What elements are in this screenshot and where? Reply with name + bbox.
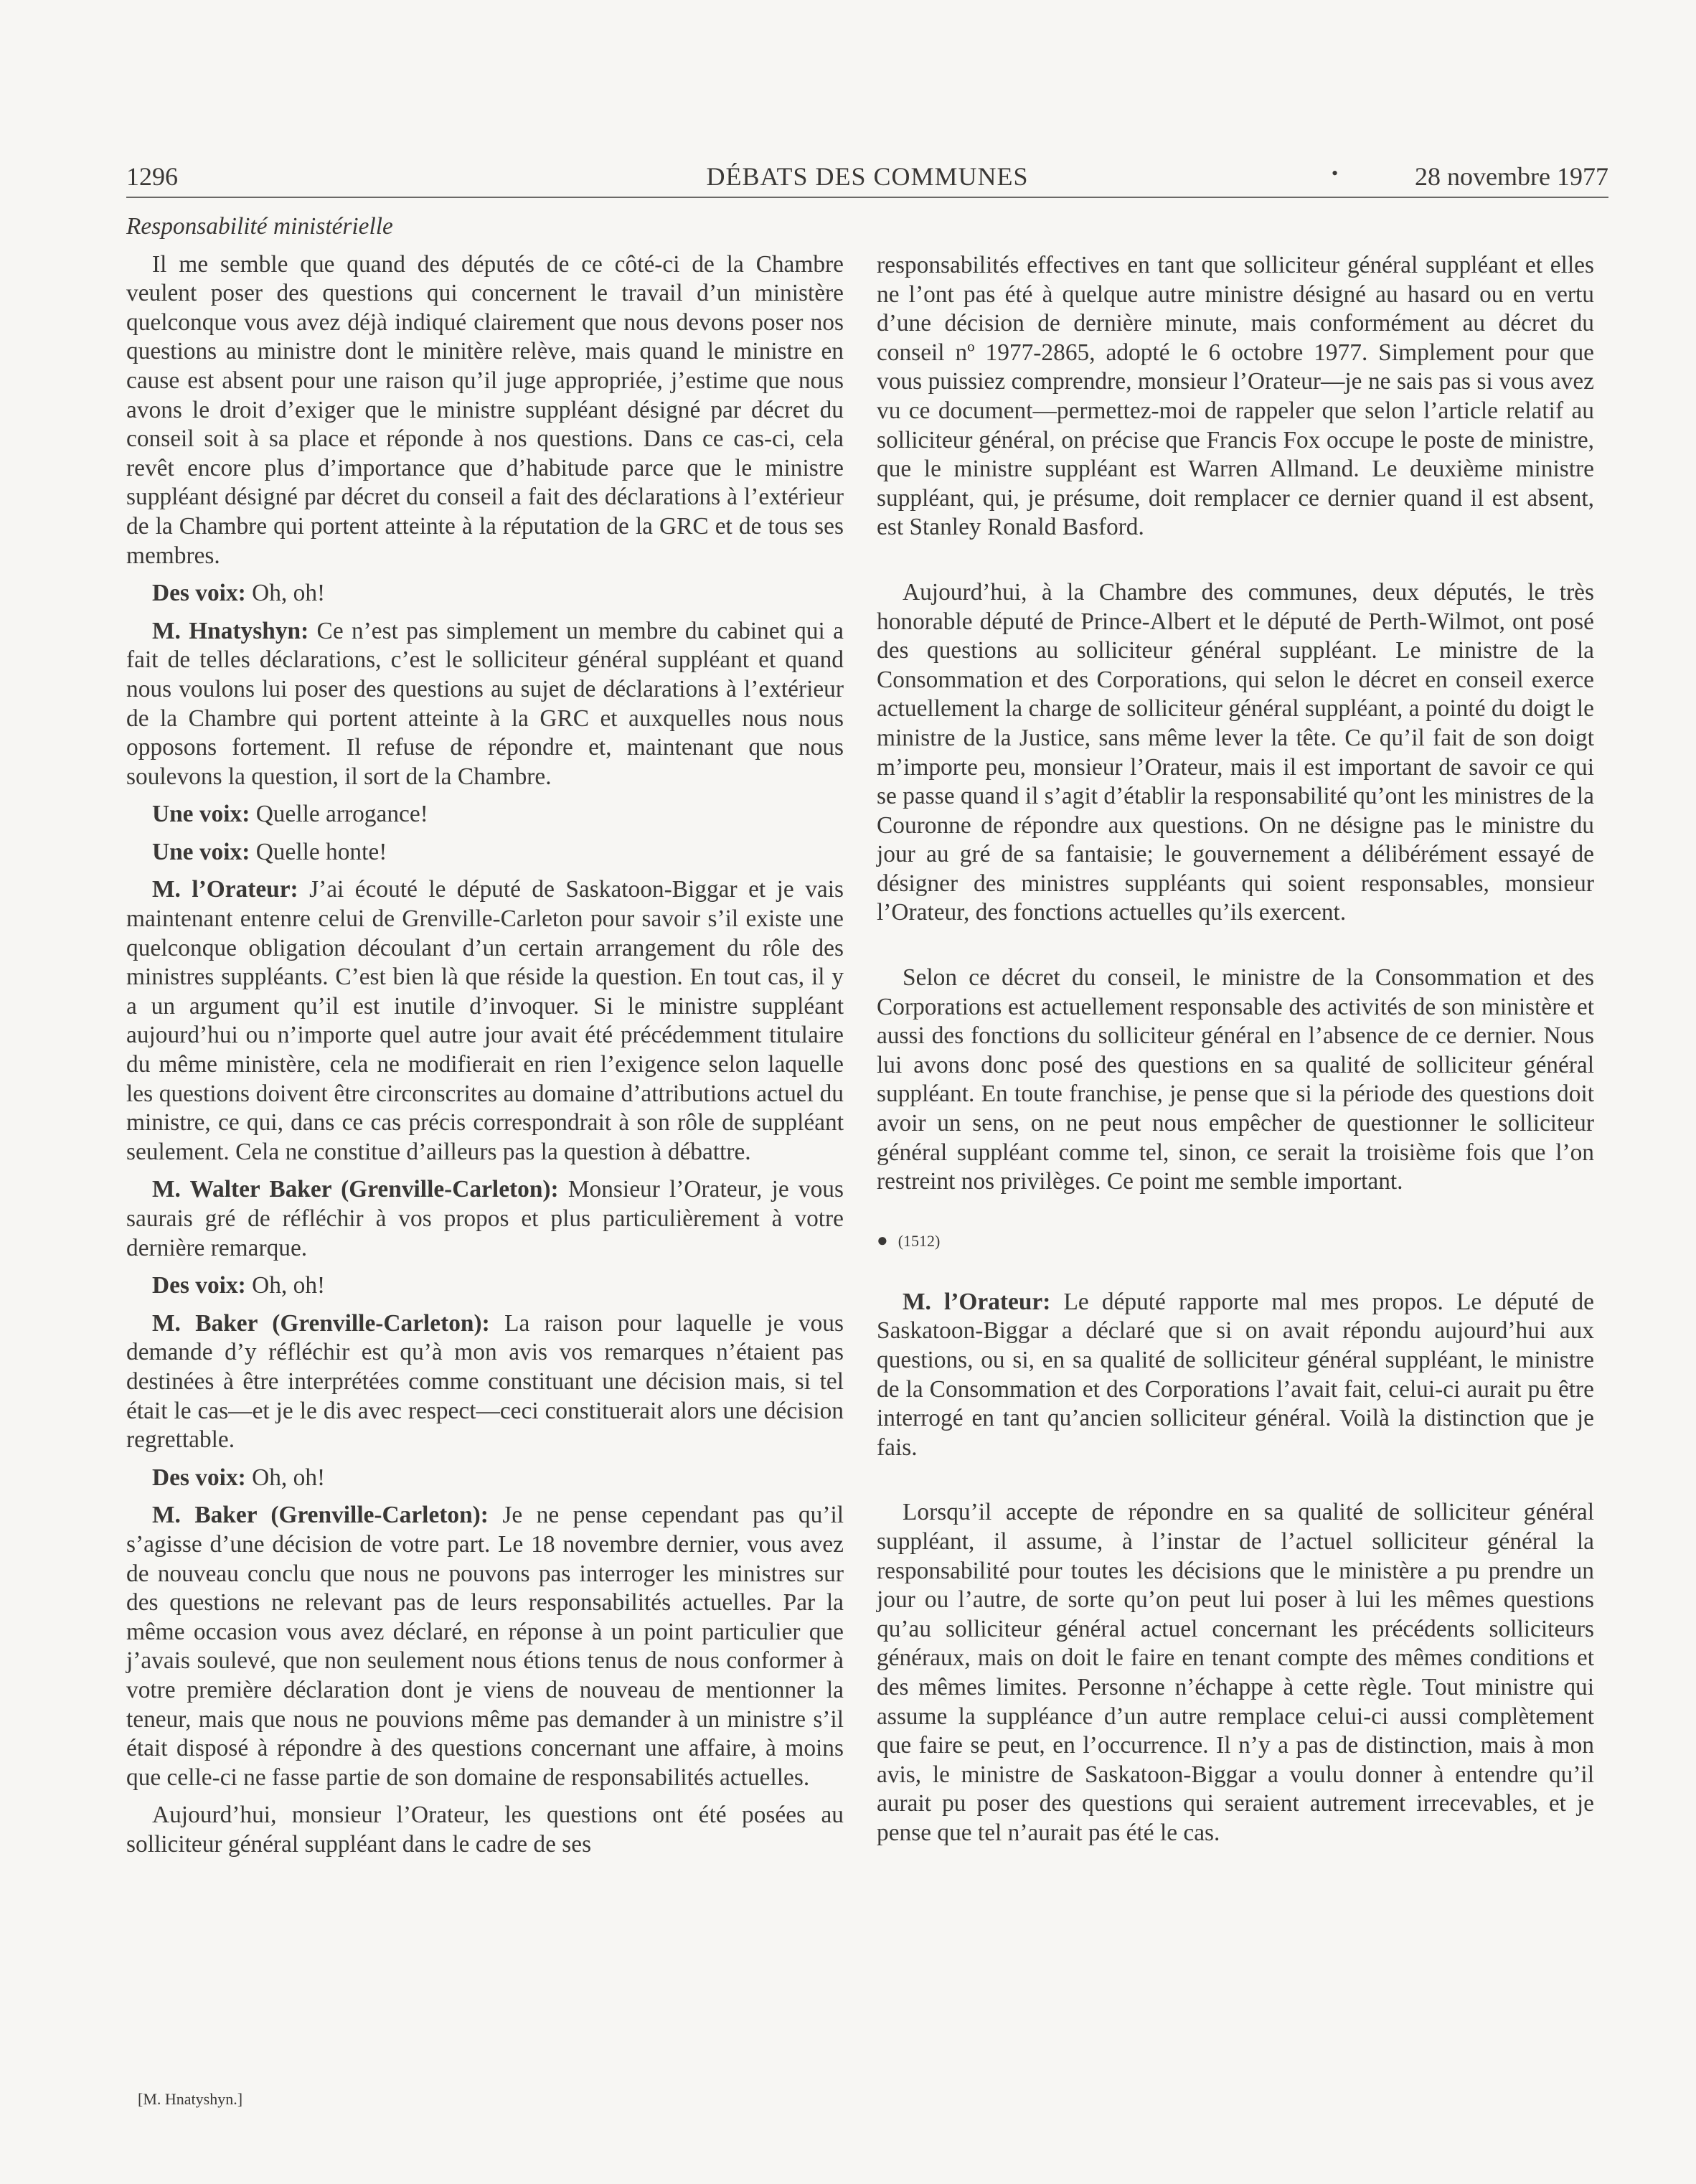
paragraph: Aujourd’hui, à la Chambre des communes, deux députés, le très honorable député de Prince-Albert et le député de Perth-Wilmot, ont posé des questions au solliciteur général suppléant. Le ministre de la Consommation et des Corporations, qui selon le décret en conseil exerce actuellement la charge de solliciteur général suppléant, a pointé du doigt le ministre de la Justice, sans même lever la tête. Ce qu’il fait de son doigt m’importe peu, monsieur l’Orateur, mais il est important de savoir ce qui se passe quand il s’agit d’établir la responsabilité qu’ont les ministres de la Couronne de répondre aux questions. On ne désigne pas le ministre du jour au gré de sa fantaisie; le gouvernement a délibérément essayé de désigner des ministres suppléants qui soient responsables, monsieur l’Orateur, des fonctions actuelles qu’ils exercent. — [877, 578, 1594, 926]
speech-paragraph — [126, 1309, 844, 1455]
speech-text: Quelle honte! — [250, 838, 387, 865]
speaker-name: Des voix: — [152, 580, 246, 607]
speech-text: Oh, oh! — [245, 1464, 326, 1491]
speech-text: Quelle arrogance! — [250, 801, 428, 828]
speaker-name: M. Hnatyshyn: — [152, 617, 309, 644]
speech-text: Le député rapporte mal mes propos. Le député de Saskatoon-Biggar a déclaré que si on avait répondu aujourd’hui aux questions, ou si, en sa qualité de solliciteur général suppléant, le ministre de la Consommation et des Corporations l’avait fait, celui-ci aurait pu être interrogé en tant qu’ancien solliciteur général. Voilà la distinction que je fais. — [877, 1288, 1595, 1461]
left-column — [126, 212, 844, 1859]
right-column — [877, 251, 1594, 1848]
time-marker — [877, 1230, 1594, 1252]
speech-paragraph — [126, 1501, 844, 1792]
publication-title: DÉBATS DES COMMUNES — [706, 162, 1029, 191]
speaker-name: M. l’Orateur: — [903, 1288, 1051, 1315]
speech-text: Je ne pense cependant pas qu’il s’agisse d’une décision de votre part. Le 18 novembre dernier, vous avez de nouveau conclu que nous ne pouvons pas interroger les ministres sur des questions ne relevant pas de leurs responsabilités actuelles. Par la même occasion vous avez déclaré, en réponse à un point particulier que j’avais soulevé, que non seulement nous étions tenus de nous conformer à votre première déclaration dont je viens de nouveau de mentionner la teneur, mais que nous ne pouvions même pas demander à un ministre s’il était disposé à répondre à des questions concernant une affaire, à moins que celle-ci ne fasse partie de son domaine de responsabilités actuelles. — [126, 1502, 844, 1791]
speaker-name: Une voix: — [152, 801, 250, 828]
speaker-footnote: [M. Hnatyshyn.] — [138, 2090, 243, 2108]
speaker-name: M. Baker (Grenville-Carleton): — [152, 1502, 489, 1529]
speech-text: Ce n’est pas simplement un membre du cabinet qui a fait de telles déclarations, c’est le solliciteur général suppléant et quand nous voulons lui poser des questions au sujet de déclarations à l’extérieur de la Chambre qui portent atteinte à la GRC et auxquelles nous nous opposons fortement. Il refuse de répondre et, maintenant que nous soulevons la question, il sort de la Chambre. — [126, 617, 844, 790]
speaker-name: M. l’Orateur: — [152, 876, 298, 903]
header-mark: • — [1332, 163, 1339, 184]
speech-paragraph — [126, 1271, 844, 1301]
speech-paragraph — [126, 1175, 844, 1263]
publication-date: 28 novembre 1977 — [1415, 162, 1608, 191]
paragraph: responsabilités effectives en tant que solliciteur général suppléant et elles ne l’ont pas été à quelque autre ministre désigné au hasard ou en vertu d’une décision de dernière minute, mais conformément au décret du conseil nº 1977-2865, adopté le 6 octobre 1977. Simplement pour que vous puissiez comprendre, monsieur l’Orateur—je ne sais pas si vous avez vu ce document—permettez-moi de rappeler que selon l’article relatif au solliciteur général, on précise que Francis Fox occupe le poste de ministre, que le ministre suppléant est Warren Allmand. Le deuxième ministre suppléant, qui, je présume, doit remplacer ce dernier quand il est absent, est Stanley Ronald Basford. — [877, 252, 1594, 541]
paragraph: Aujourd’hui, monsieur l’Orateur, les questions ont été posées au solliciteur général suppléant dans le cadre de ses — [126, 1802, 844, 1858]
time-stamp: (1512) — [898, 1231, 941, 1250]
speech-text: J’ai écouté le député de Saskatoon-Biggar et je vais maintenant entenre celui de Grenville-Carleton pour savoir s’il existe une quelconque obligation découlant d’un certain arrangement du rôle des ministres suppléants. C’est bien là que réside la question. En tout cas, il y a un argument qu’il est inutile d’invoquer. Si le ministre suppléant aujourd’hui ou n’importe quel autre jour avait été précédemment titulaire du même ministère, cela ne modifierait en rien l’exigence selon laquelle les questions doivent être circonscrites au domaine d’attributions actuel du ministre, ce qui, dans ce cas précis correspondrait à son rôle de suppléant seulement. Cela ne constitue d’ailleurs pas la question à débattre. — [126, 876, 844, 1165]
speaker-name: M. Walter Baker (Grenville-Carleton): — [152, 1176, 559, 1203]
speaker-name: M. Baker (Grenville-Carleton): — [152, 1309, 490, 1337]
bullet-icon: ● — [877, 1229, 888, 1251]
speech-paragraph — [126, 875, 844, 1167]
speech-text: Oh, oh! — [245, 1272, 326, 1299]
speaker-name: Des voix: — [152, 1464, 246, 1491]
speech-paragraph — [126, 838, 844, 867]
paragraph: Il me semble que quand des députés de ce côté-ci de la Chambre veulent poser des questions qui concernent le travail d’un ministère quelconque vous avez déjà indiqué clairement que nous devons poser nos questions au ministre dont le minitère relève, mais quand le ministre en cause est absent pour une raison qu’il juge appropriée, j’estime que nous avons le droit d’exiger que le ministre suppléant désigné par décret du conseil soit à sa place et réponde à nos questions. Dans ce cas-ci, cela revêt encore plus d’importance que d’habitude parce que le ministre suppléant désigné par décret du conseil a fait des déclarations à l’extérieur de la Chambre qui portent atteinte à la réputation de la GRC et de tous ses membres. — [126, 250, 844, 569]
page-header — [126, 159, 1608, 198]
speech-paragraph — [126, 579, 844, 608]
speaker-name: Des voix: — [152, 1272, 246, 1299]
speech-text: Oh, oh! — [245, 580, 326, 607]
speech-paragraph — [126, 617, 844, 792]
page-number: 1296 — [126, 162, 178, 191]
speech-paragraph — [126, 800, 844, 829]
speech-paragraph — [126, 1464, 844, 1493]
section-title: Responsabilité ministérielle — [126, 213, 393, 240]
paragraph: Lorsqu’il accepte de répondre en sa qualité de solliciteur général suppléant, il assume, à l’instar de l’actuel solliciteur général la responsabilité pour toutes les décisions que le ministère a pu prendre un jour ou l’autre, de sorte qu’on peut lui poser à lui les mêmes questions qu’au solliciteur général actuel concernant les précédents solliciteurs généraux, mais on doit le faire en tenant compte des mêmes conditions et des mêmes limites. Personne n’échappe à cette règle. Tout ministre qui assume la suppléance d’un autre remplace celui-ci aussi complètement que faire se peut, en l’occurrence. Il n’y a pas de distinction, mais à mon avis, le ministre de Saskatoon-Biggar a voulu donner à entendre qu’il aurait pu poser des questions qui seraient autrement irrecevables, et je pense que tel n’aurait pas été le cas. — [877, 1499, 1594, 1846]
speech-text: Monsieur l’Orateur, je vous saurais gré de réfléchir à vos propos et plus particulièrement à votre dernière remarque. — [126, 1176, 844, 1261]
paragraph: Selon ce décret du conseil, le ministre de la Consommation et des Corporations est actuellement responsable des activités de son ministère et aussi des fonctions du solliciteur général en l’absence de ce dernier. Nous lui avons donc posé des questions en sa qualité de solliciteur général suppléant. En toute franchise, je pense que si la période des questions doit avoir un sens, on ne peut nous empêcher de questionner le solliciteur général suppléant comme tel, sinon, ce serait la troisième fois que l’on restreint nos privilèges. Ce point me semble important. — [877, 964, 1594, 1195]
speech-text: La raison pour laquelle je vous demande d’y réfléchir est qu’à mon avis vos remarques n’étaient pas destinées à être interprétées comme constituant une décision mais, si tel était le cas—et je le dis avec respect—ceci constituerait alors une décision regrettable. — [126, 1309, 844, 1454]
speaker-name: Une voix: — [152, 838, 250, 865]
speech-paragraph — [877, 1288, 1594, 1463]
